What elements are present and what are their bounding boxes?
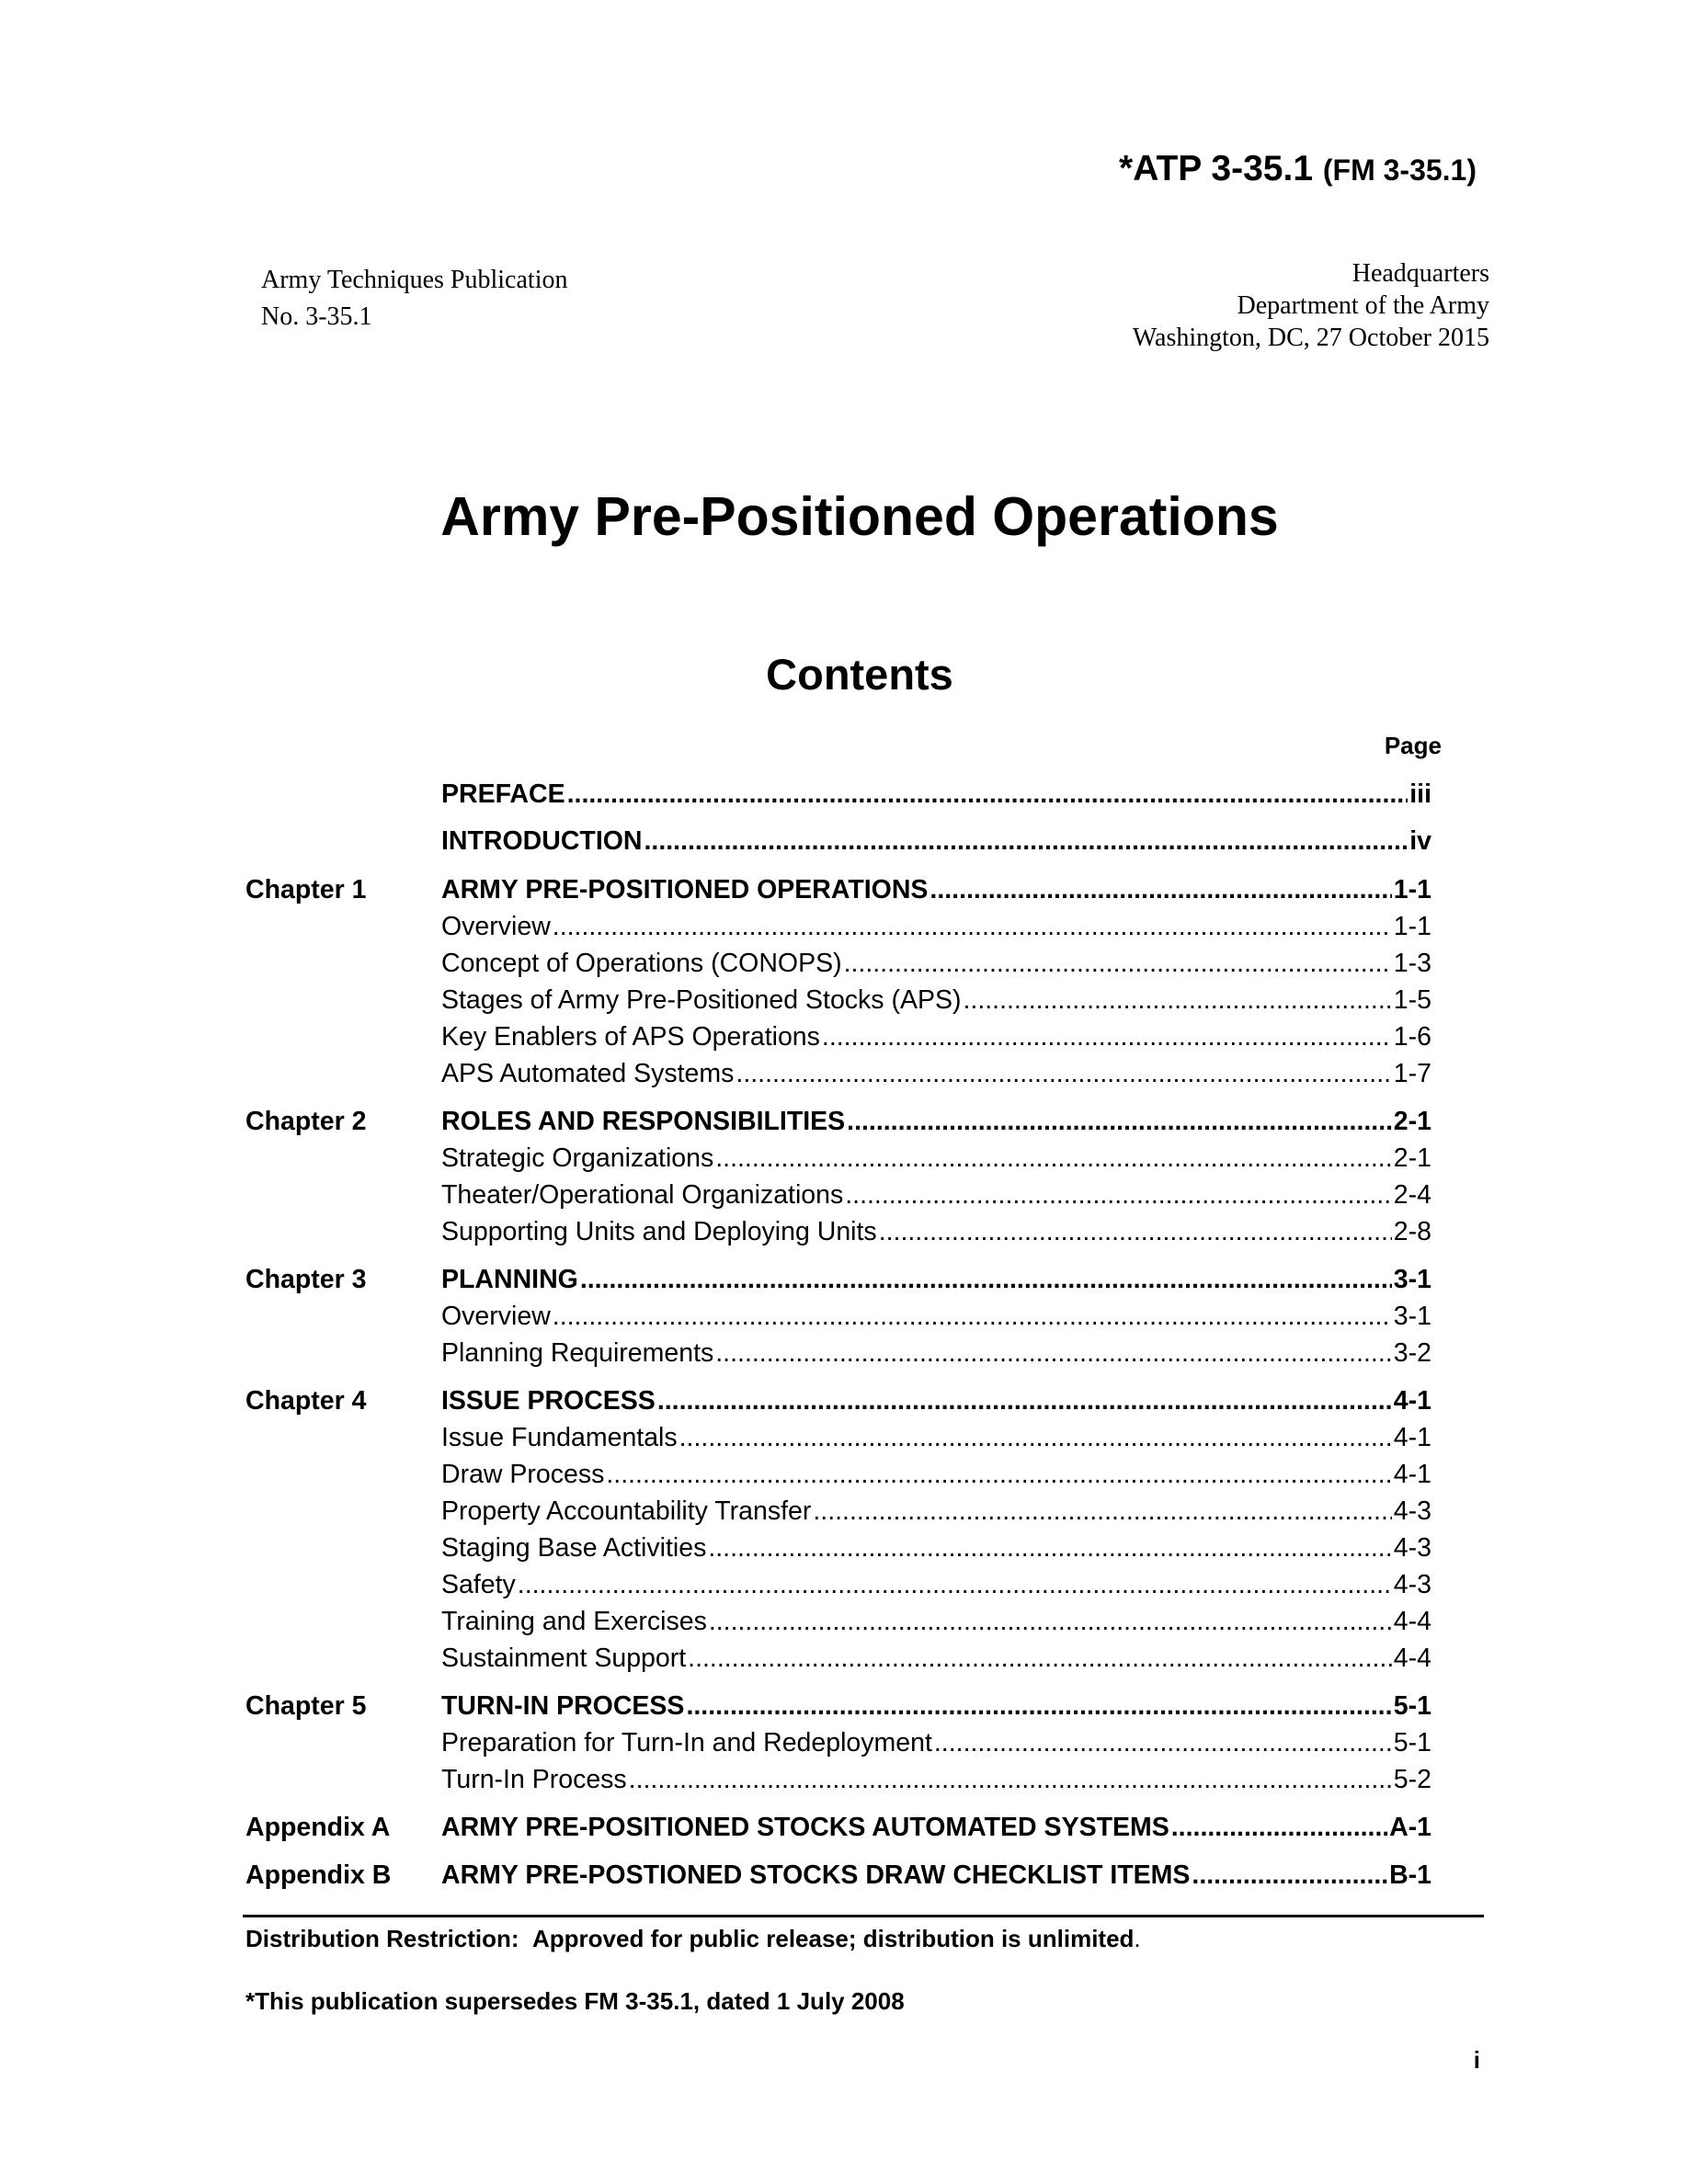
toc-entry[interactable] [245,1338,1431,1369]
toc-entry-title[interactable]: Stages of Army Pre-Positioned Stocks (APS) [441,985,962,1015]
toc-dot-leader [1192,1860,1387,1891]
footer-divider [243,1915,1484,1917]
toc-dot-leader [644,826,1408,857]
toc-entry-title[interactable]: Concept of Operations (CONOPS) [441,949,842,978]
contents-heading: Contents [766,650,953,699]
page-title: Army Pre-Positioned Operations [440,486,1279,547]
toc-entry-label: Appendix A [245,1813,391,1842]
toc-entry[interactable] [245,1607,1431,1637]
toc-dot-leader [847,1107,1392,1137]
supersedes-note: *This publication supersedes FM 3-35.1, dated 1 July 2008 [245,1987,905,2015]
toc-dot-leader [715,1338,1392,1369]
toc-entry[interactable] [245,1765,1431,1795]
toc-dot-leader [844,949,1392,979]
toc-entry[interactable] [245,875,1431,905]
toc-entry-page: 1-1 [1393,875,1431,904]
toc-entry-title[interactable]: ARMY PRE-POSITIONED OPERATIONS [441,875,929,904]
toc-dot-leader [879,1217,1392,1247]
toc-entry[interactable] [245,1302,1431,1332]
toc-entry[interactable] [245,779,1431,810]
toc-entry-label: Chapter 3 [245,1265,367,1294]
toc-entry-title[interactable]: ARMY PRE-POSITIONED STOCKS AUTOMATED SYSTEMS [441,1813,1169,1842]
toc-entry-title[interactable]: Issue Fundamentals [441,1423,678,1452]
toc-dot-leader [709,1607,1392,1637]
toc-entry-title[interactable]: Planning Requirements [441,1338,714,1368]
toc-entry-title[interactable]: Sustainment Support [441,1644,687,1673]
toc-entry[interactable] [245,1107,1431,1137]
toc-dot-leader [822,1022,1392,1052]
toc-dot-leader [580,1265,1392,1295]
toc-entry-page: 1-6 [1393,1022,1431,1052]
toc-entry[interactable] [245,1022,1431,1052]
toc-entry-title[interactable]: Overview [441,1302,551,1331]
toc-entry[interactable] [245,1860,1431,1891]
toc-entry-title[interactable]: ROLES AND RESPONSIBILITIES [441,1107,846,1136]
toc-dot-leader [930,875,1391,905]
headquarters-line: Headquarters [1352,259,1489,288]
toc-entry[interactable] [245,1265,1431,1295]
toc-dot-leader [813,1496,1391,1527]
toc-entry-title[interactable]: Training and Exercises [441,1607,707,1636]
toc-entry-page: A-1 [1389,1813,1431,1842]
toc-entry-title[interactable]: ARMY PRE-POSTIONED STOCKS DRAW CHECKLIST ITEMS [441,1860,1191,1890]
toc-entry[interactable] [245,1143,1431,1174]
toc-entry-page: 5-1 [1393,1691,1431,1721]
toc-dot-leader [553,912,1392,942]
toc-dot-leader [518,1570,1392,1600]
toc-entry[interactable] [245,1728,1431,1758]
toc-entry[interactable] [245,1496,1431,1527]
toc-entry[interactable] [245,1533,1431,1564]
toc-dot-leader [686,1691,1391,1722]
toc-entry[interactable] [245,1059,1431,1089]
toc-entry[interactable] [245,1813,1431,1843]
toc-entry-title[interactable]: Preparation for Turn-In and Redeployment [441,1728,932,1757]
toc-entry-label: Chapter 4 [245,1386,367,1416]
toc-entry-title[interactable]: Theater/Operational Organizations [441,1180,844,1210]
toc-entry-page: 5-2 [1393,1765,1431,1794]
toc-entry[interactable] [245,1386,1431,1416]
toc-dot-leader [679,1423,1392,1453]
toc-entry-title[interactable]: Key Enablers of APS Operations [441,1022,820,1052]
toc-entry-page: 1-7 [1393,1059,1431,1088]
toc-entry-page: 2-4 [1393,1180,1431,1210]
publication-number: No. 3-35.1 [261,302,372,331]
toc-entry-page: 2-1 [1393,1107,1431,1136]
publication-type: Army Techniques Publication [261,266,568,294]
toc-dot-leader [845,1180,1392,1211]
toc-entry-page: 3-2 [1393,1338,1431,1368]
toc-entry[interactable] [245,826,1431,857]
toc-entry[interactable] [245,1180,1431,1211]
document-id-main: *ATP 3-35.1 [1119,149,1314,188]
toc-entry-page: 2-8 [1393,1217,1431,1246]
toc-entry-title[interactable]: Strategic Organizations [441,1143,714,1173]
toc-entry-page: 4-3 [1393,1496,1431,1526]
toc-dot-leader [688,1644,1392,1674]
department-line: Department of the Army [1237,291,1489,320]
toc-entry-page: iv [1409,826,1431,856]
toc-dot-leader [567,779,1409,810]
toc-entry-page: 4-1 [1393,1460,1431,1489]
distribution-period: . [1134,1925,1141,1952]
toc-entry-page: 4-1 [1393,1423,1431,1452]
toc-entry-page: 4-3 [1393,1570,1431,1599]
toc-entry-page: 4-3 [1393,1533,1431,1563]
toc-entry-title[interactable]: Turn-In Process [441,1765,627,1794]
toc-entry-page: 4-4 [1393,1607,1431,1636]
toc-entry[interactable] [245,912,1431,942]
toc-entry-title[interactable]: Staging Base Activities [441,1533,707,1563]
toc-dot-leader [657,1386,1392,1416]
toc-entry-title[interactable]: INTRODUCTION [441,826,643,856]
toc-entry[interactable] [245,1460,1431,1490]
toc-entry-label: Chapter 2 [245,1107,367,1136]
toc-entry-label: Appendix B [245,1860,392,1890]
toc-entry-page: 1-3 [1393,949,1431,978]
document-id-superseded: (FM 3-35.1) [1322,154,1477,187]
toc-entry-page: iii [1409,779,1431,809]
toc-entry-title[interactable]: Overview [441,912,551,941]
toc-entry-page: B-1 [1389,1860,1431,1890]
toc-entry-title[interactable]: TURN-IN PROCESS [441,1691,685,1721]
toc-entry-title[interactable]: APS Automated Systems [441,1059,735,1088]
distribution-restriction [245,1925,1141,1953]
toc-entry-page: 4-4 [1393,1644,1431,1673]
toc-entry-title[interactable]: Supporting Units and Deploying Units [441,1217,877,1246]
toc-dot-leader [934,1728,1392,1758]
page-column-label: Page [1384,732,1442,759]
toc-entry-label: Chapter 1 [245,875,367,904]
toc-dot-leader [963,985,1391,1016]
toc-dot-leader [715,1143,1392,1174]
location-date-line: Washington, DC, 27 October 2015 [1132,324,1489,352]
toc-entry-title[interactable]: ISSUE PROCESS [441,1386,656,1416]
toc-dot-leader [1171,1813,1387,1843]
toc-entry-title[interactable]: Property Accountability Transfer [441,1496,812,1526]
toc-entry[interactable] [245,985,1431,1016]
toc-entry-page: 5-1 [1393,1728,1431,1757]
page-number: i [1473,2046,1480,2074]
toc-entry[interactable] [245,1570,1431,1600]
toc-entry-title[interactable]: Draw Process [441,1460,605,1489]
toc-dot-leader [606,1460,1391,1490]
toc-entry-label: Chapter 5 [245,1691,367,1721]
distribution-text: Approved for public release; distribution is unlimited [532,1925,1135,1952]
toc-dot-leader [708,1533,1391,1564]
toc-dot-leader [629,1765,1392,1795]
toc-entry-page: 1-5 [1393,985,1431,1015]
toc-entry[interactable] [245,1644,1431,1674]
toc-entry[interactable] [245,949,1431,979]
toc-entry-page: 3-1 [1393,1302,1431,1331]
toc-entry-page: 1-1 [1393,912,1431,941]
toc-entry[interactable] [245,1691,1431,1722]
toc-entry-title[interactable]: PLANNING [441,1265,578,1294]
toc-entry-page: 4-1 [1393,1386,1431,1416]
toc-entry-page: 2-1 [1393,1143,1431,1173]
toc-entry-page: 3-1 [1393,1265,1431,1294]
toc-entry[interactable] [245,1217,1431,1247]
toc-entry-title[interactable]: PREFACE [441,779,565,809]
distribution-label: Distribution Restriction: [245,1925,519,1952]
toc-entry[interactable] [245,1423,1431,1453]
toc-dot-leader [736,1059,1391,1089]
toc-entry-title[interactable]: Safety [441,1570,516,1599]
toc-dot-leader [553,1302,1392,1332]
